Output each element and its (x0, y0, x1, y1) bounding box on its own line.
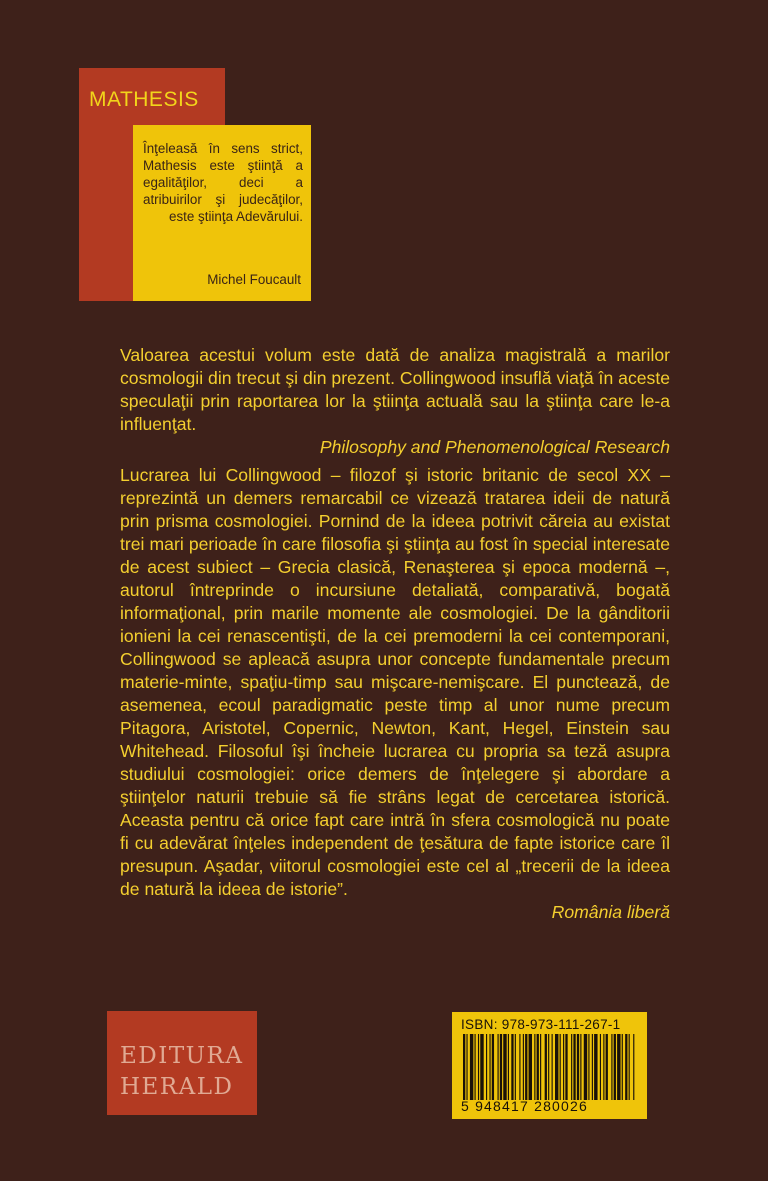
review-2-source: România liberă (551, 902, 670, 922)
review-2 (120, 464, 670, 924)
publisher-line-2: HERALD (120, 1074, 234, 1100)
review-1 (120, 344, 670, 459)
publisher-line-1: EDITURA (120, 1043, 244, 1069)
review-2-text: Lucrarea lui Collingwood – filozof şi istoric britanic de secol XX – reprezintă un demers remarcabil ce vizează tratarea ideii de natură prin prisma cosmologiei. Pornind de la ideea potrivit căreia au existat trei mari perioade în care filosofia şi ştiinţa au fost în special interesate de acest subiect – Grecia clasică, Renaşterea şi epoca modernă –, autorul întreprinde o incursiune detaliată, comparativă, bogată informaţional, prin marile momente ale cosmologiei. De la gânditorii ionieni la cei renascentişti, de la cei premoderni la cei contemporani, Collingwood se apleacă asupra unor concepte fundamentale precum materie-minte, spaţiu-timp sau mişcare-nemişcare. El punctează, de asemenea, ecoul paradigmatic peste timp al unor nume precum Pitagora, Aristotel, Copernic, Newton, Kant, Hegel, Einstein sau Whitehead. Filosoful îşi încheie lucrarea cu propria sa teză asupra studiului cosmologiei: orice demers de înţelegere şi abordare a ştiinţelor naturii trebuie să fie strâns legat de cercetarea istorică. Aceasta pentru că orice fapt care intră în sfera cosmologică nu poate fi cu adevărat înţeles independent de ţesătura de fapte istorice care îl presupun. Aşadar, viitorul cosmologiei este cel al „trecerii de la ideea de natură la ideea de istorie”. (120, 465, 670, 899)
quote-box (133, 125, 311, 301)
isbn-text: ISBN: 978-973-111-267-1 (461, 1017, 621, 1032)
publisher-logo (107, 1011, 257, 1115)
review-1-source: Philosophy and Phenomenological Research (319, 437, 670, 457)
barcode-icon (461, 1034, 638, 1100)
quote-text: Înţeleasă în sens strict, Mathesis este ştiinţă a egalităţilor, deci a atribuirilor şi judecăţilor, este ştiinţa Adevărului. (143, 141, 303, 224)
barcode-box (452, 1012, 647, 1119)
barcode-digits: 5 948417 280026 (461, 1098, 588, 1114)
quote-author: Michel Foucault (207, 272, 301, 287)
review-1-text: Valoarea acestui volum este dată de analiza magistrală a marilor cosmologii din trecut şi din prezent. Collingwood insuflă viaţă în aceste speculaţii prin raportarea lor la ştiinţa actuală sau la ştiinţa care le-a influenţat. (120, 345, 670, 434)
series-title: MATHESIS (89, 88, 199, 111)
